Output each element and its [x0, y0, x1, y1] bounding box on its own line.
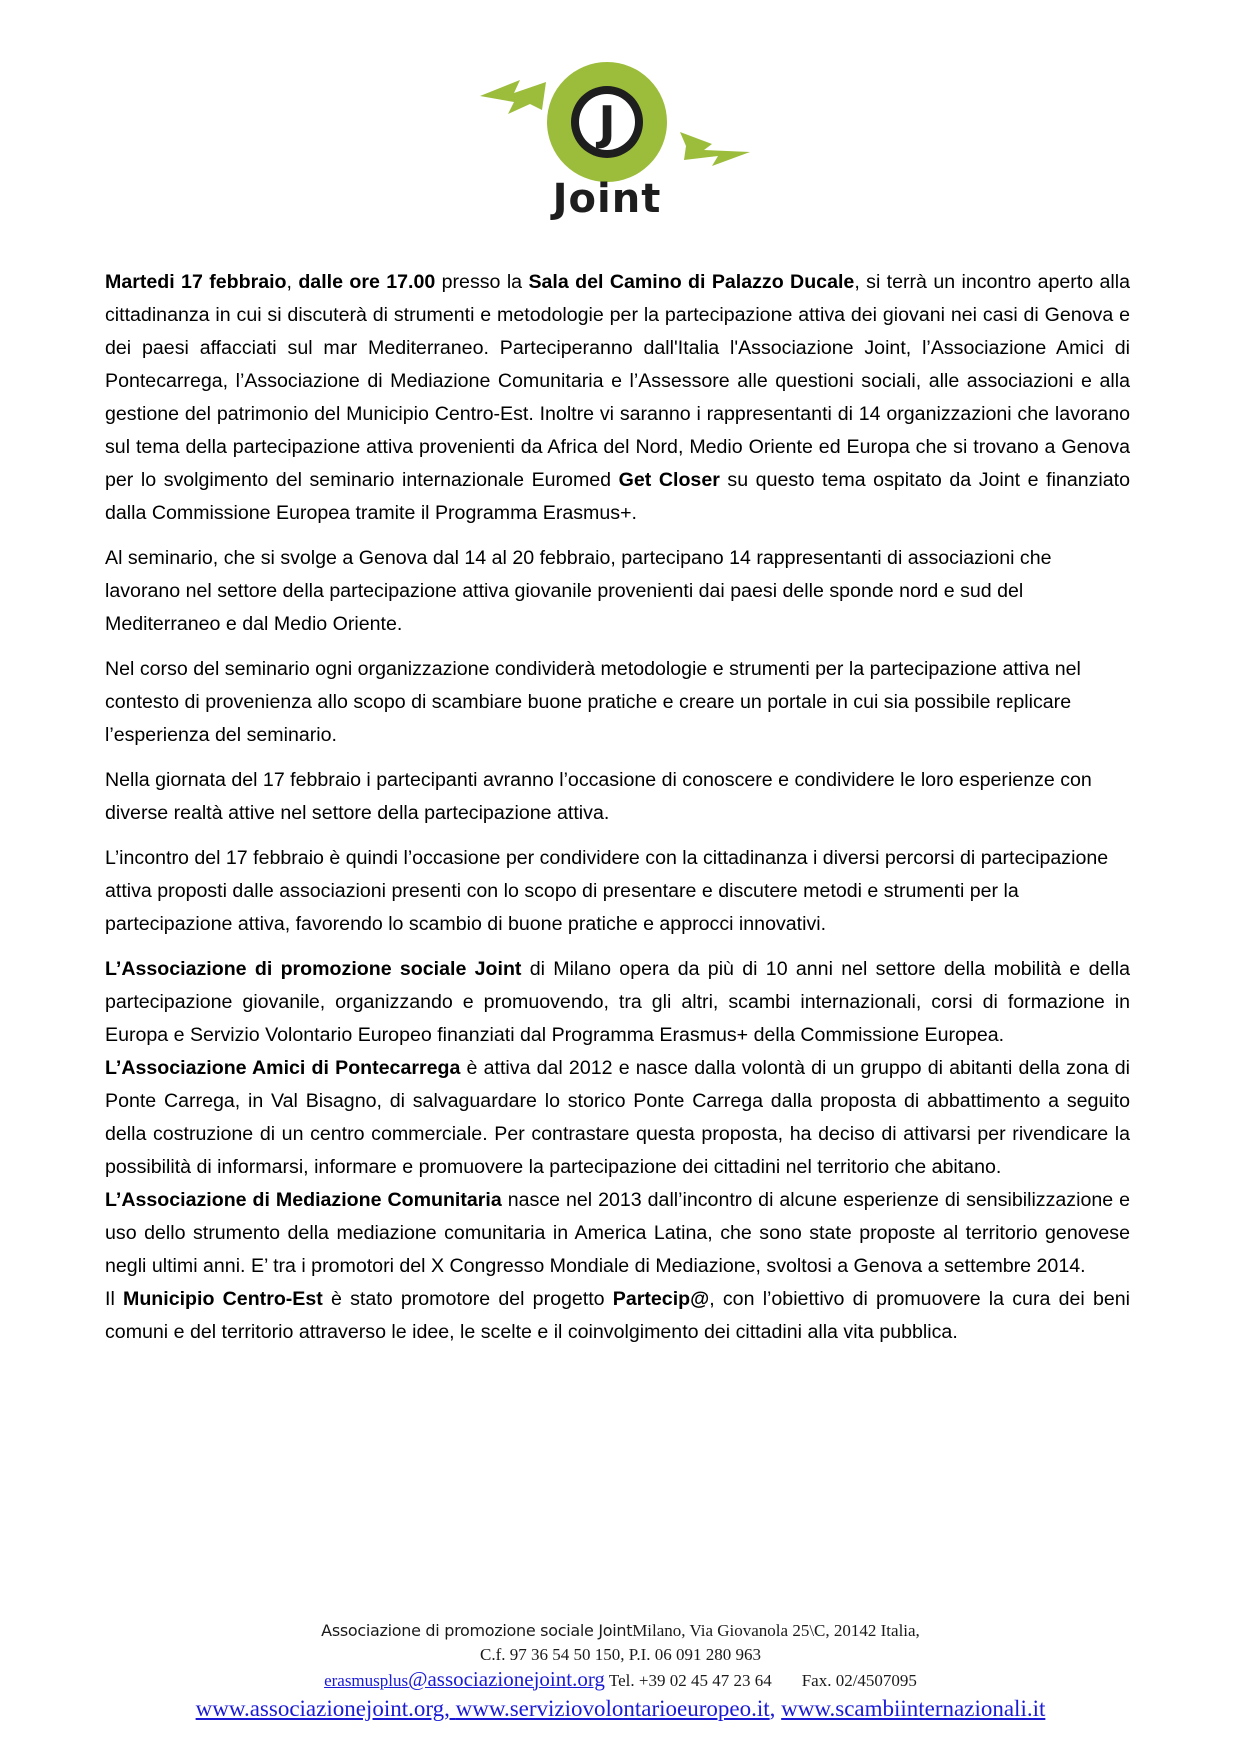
- footer-address: Milano, Via Giovanola 25\C, 20142 Italia,: [632, 1621, 920, 1640]
- footer-address-line: [0, 1619, 1241, 1643]
- bold-text: dalle ore 17.00: [298, 271, 436, 293]
- body-text: Al seminario, che si svolge a Genova dal 14 al 20 febbraio, partecipano 14 rappresentanti di associazioni che lavorano nel settore della partecipazione attiva giovanile provenienti dai paesi delle sponde nord e sud del Mediterraneo e dal Medio Oriente.: [105, 547, 1052, 635]
- body-text: Nel corso del seminario ogni organizzazione condividerà metodologie e strumenti per la partecipazione attiva nel contesto di provenienza allo scopo di scambiare buone pratiche e creare un portale in cui sia possibile replicare l’esperienza del seminario.: [105, 658, 1081, 746]
- footer-email-link[interactable]: [324, 1667, 605, 1691]
- body-text: , si terrà un incontro aperto alla cittadinanza in cui si discuterà di strumenti e metodologie per la partecipazione attiva dei giovani nei casi di Genova e dei paesi affacciati sul mar Mediterraneo. Parteciperanno dall'Italia l'Associazione Joint, l’Associazione Amici di Pontecarrega, l’Associazione di Mediazione Comunitaria e l’Assessore alle questioni sociali, alle associazioni e alla gestione del patrimonio del Municipio Centro-Est. Inoltre vi saranno i rappresentanti di 14 organizzazioni che lavorano sul tema della partecipazione attiva provenienti da Africa del Nord, Medio Oriente ed Europa che si trovano a Genova per lo svolgimento del seminario internazionale Euromed: [105, 271, 1131, 491]
- body-text: L’incontro del 17 febbraio è quindi l’occasione per condividere con la cittadinanza i diversi percorsi di partecipazione attiva proposti dalle associazioni presenti con lo scopo di presentare e discutere metodi e strumenti per la partecipazione attiva, favorendo lo scambio di buone pratiche e approcci innovativi.: [105, 847, 1109, 935]
- bold-text: L’Associazione di Mediazione Comunitaria: [105, 1189, 502, 1211]
- body-paragraph: [105, 542, 1130, 641]
- body-text: presso la: [435, 271, 529, 293]
- body-paragraph: [105, 842, 1130, 941]
- bold-text: Partecip@: [612, 1288, 710, 1310]
- joint-logo: [480, 60, 750, 240]
- body-text: di Milano opera da più di 10 anni nel settore della mobilità e della partecipazione giovanile, organizzando e promuovendo, tra gli altri, scambi internazionali, corsi di formazione in Europa e Servizio Volontario Europeo finanziati dal Programma Erasmus+ della Commissione Europea.: [105, 958, 1130, 1046]
- footer-link-associazionejoint[interactable]: www.associazionejoint.org,: [195, 1696, 456, 1721]
- bold-text: Sala del Camino di Palazzo Ducale: [528, 271, 855, 293]
- footer-tel: Tel. +39 02 45 47 23 64: [608, 1671, 772, 1690]
- body-text: Nella giornata del 17 febbraio i partecipanti avranno l’occasione di conoscere e condividere le loro esperienze con diverse realtà attive nel settore della partecipazione attiva.: [105, 769, 1092, 824]
- footer-link-serviziovolontarioeuropeo[interactable]: www.serviziovolontarioeuropeo.it: [455, 1696, 770, 1721]
- footer-email-user: erasmusplus: [324, 1671, 409, 1690]
- lightning-bolt-right-icon: [680, 132, 750, 166]
- bold-text: Get Closer: [618, 469, 720, 491]
- footer-contact-line: [0, 1666, 1241, 1694]
- body-text: Il: [105, 1288, 124, 1310]
- body-paragraph: [105, 764, 1130, 830]
- body-paragraph: [105, 1052, 1130, 1184]
- body-text: è attiva dal 2012 e nasce dalla volontà di un gruppo di abitanti della zona di Ponte Carrega, in Val Bisagno, di salvaguardare lo storico Ponte Carrega dalla proposta di abbattimento a seguito della costruzione di un centro commerciale. Per contrastare questa proposta, ha deciso di attivarsi per rivendicare la possibilità di informarsi, informare e promuovere la partecipazione dei cittadini nel territorio che abitano.: [105, 1057, 1130, 1178]
- footer-link-scambiinternazionali[interactable]: www.scambiinternazionali.it: [781, 1696, 1046, 1721]
- body-paragraph: [105, 653, 1130, 752]
- body-text: è stato promotore del progetto: [322, 1288, 613, 1310]
- body-text: , con l’obiettivo di promuovere la cura dei beni comuni e del territorio attraverso le idee, le scelte e il coinvolgimento dei cittadini alla vita pubblica.: [105, 1288, 1130, 1343]
- body-paragraph: [105, 266, 1130, 530]
- bold-text: L’Associazione Amici di Pontecarrega: [105, 1057, 461, 1079]
- footer-email-domain: @associazionejoint.org: [408, 1667, 605, 1691]
- footer-fiscal-line: C.f. 97 36 54 50 150, P.I. 06 091 280 963: [480, 1645, 761, 1664]
- body-text: nasce nel 2013 dall’incontro di alcune esperienze di sensibilizzazione e uso dello strumento della mediazione comunitaria in America Latina, che sono state proposte al territorio genovese negli ultimi anni. E’ tra i promotori del X Congresso Mondiale di Mediazione, svoltosi a Genova a settembre 2014.: [105, 1189, 1131, 1277]
- lightning-bolt-left-icon: [480, 80, 546, 114]
- bold-text: Municipio Centro-Est: [123, 1288, 323, 1310]
- footer-link-separator: ,: [769, 1696, 776, 1721]
- logo-letter: J: [598, 96, 616, 150]
- logo-wordmark: Joint: [552, 176, 662, 222]
- joint-logo-graphic: [480, 60, 750, 240]
- document-body: [105, 266, 1130, 1349]
- body-paragraph: [105, 1283, 1130, 1349]
- footer-links-line: [0, 1694, 1241, 1724]
- footer-org-name: Associazione di promozione sociale Joint: [321, 1621, 633, 1640]
- document-footer: [0, 1619, 1241, 1724]
- bold-text: Martedi 17 febbraio: [105, 271, 287, 293]
- body-text: su questo tema ospitato da Joint e finanziato dalla Commissione Europea tramite il Programma Erasmus+.: [105, 469, 1131, 524]
- body-text: ,: [286, 271, 299, 293]
- footer-fax: Fax. 02/4507095: [801, 1671, 917, 1690]
- bold-text: L’Associazione di promozione sociale Joint: [105, 958, 522, 980]
- body-paragraph: [105, 1184, 1130, 1283]
- body-paragraph: [105, 953, 1130, 1052]
